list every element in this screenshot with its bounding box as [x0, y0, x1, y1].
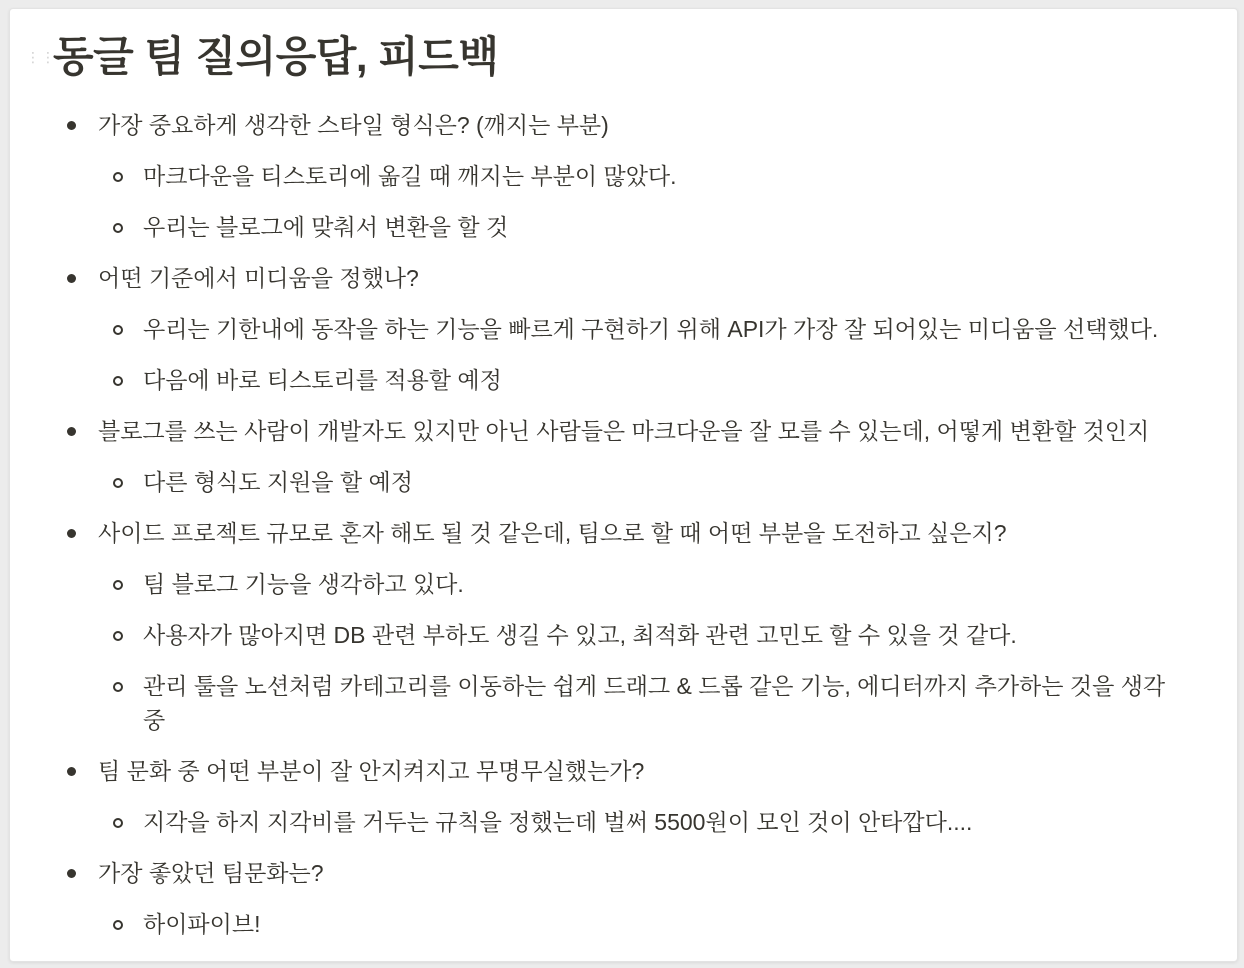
bullet-circle-icon [113, 325, 123, 335]
list-item-text: 블로그를 쓰는 사람이 개발자도 있지만 아닌 사람들은 마크다운을 잘 모를 수 있는데, 어떻게 변환할 것인지 [98, 418, 1150, 444]
bullet-circle-icon [113, 920, 123, 930]
bullet-disc-icon [67, 529, 76, 538]
list-item[interactable] [10, 899, 1183, 950]
list-item-text: 어떤 기준에서 미디움을 정했나? [98, 265, 419, 291]
bullet-circle-icon [113, 223, 123, 233]
list-item[interactable] [10, 559, 1183, 610]
list-item[interactable] [10, 848, 1237, 899]
document-page [9, 8, 1238, 962]
drag-handle-icon[interactable]: ⋮⋮ [26, 49, 56, 65]
list-item-text: 사용자가 많아지면 DB 관련 부하도 생길 수 있고, 최적화 관련 고민도 할 수 있을 것 같다. [143, 622, 1017, 648]
bullet-circle-icon [113, 172, 123, 182]
list-item[interactable] [10, 202, 1183, 253]
list-item[interactable] [10, 253, 1237, 304]
list-item-text: 가장 중요하게 생각한 스타일 형식은? (깨지는 부분) [98, 112, 609, 138]
bullet-circle-icon [113, 478, 123, 488]
bullet-circle-icon [113, 682, 123, 692]
list-item-text: 다음에 바로 티스토리를 적용할 예정 [143, 367, 502, 393]
list-item[interactable] [10, 508, 1237, 559]
bullet-disc-icon [67, 427, 76, 436]
list-item[interactable] [10, 304, 1183, 355]
bulleted-list [10, 100, 1237, 950]
list-item-text: 우리는 블로그에 맞춰서 변환을 할 것 [143, 214, 509, 240]
list-item-text: 마크다운을 티스토리에 옮길 때 깨지는 부분이 많았다. [143, 163, 677, 189]
list-item[interactable] [10, 151, 1183, 202]
bullet-disc-icon [67, 121, 76, 130]
list-item-text: 사이드 프로젝트 규모로 혼자 해도 될 것 같은데, 팀으로 할 때 어떤 부분을 도전하고 싶은지? [98, 520, 1007, 546]
page-title[interactable]: 동글 팀 질의응답, 피드백 [53, 33, 499, 80]
bullet-disc-icon [67, 767, 76, 776]
list-item-text: 하이파이브! [143, 911, 261, 937]
list-item[interactable] [10, 100, 1237, 151]
list-item[interactable] [10, 610, 1183, 661]
list-item[interactable] [10, 797, 1183, 848]
bullet-circle-icon [113, 376, 123, 386]
list-item-text: 팀 문화 중 어떤 부분이 잘 안지켜지고 무명무실했는가? [98, 758, 645, 784]
list-item-text: 지각을 하지 지각비를 거두는 규칙을 정했는데 벌써 5500원이 모인 것이 안타깝다.... [143, 809, 973, 835]
list-item-text: 가장 좋았던 팀문화는? [98, 860, 324, 886]
list-item[interactable] [10, 746, 1237, 797]
bullet-circle-icon [113, 580, 123, 590]
list-item-text: 팀 블로그 기능을 생각하고 있다. [143, 571, 464, 597]
list-item[interactable] [10, 355, 1183, 406]
list-item[interactable] [10, 457, 1183, 508]
bullet-circle-icon [113, 631, 123, 641]
list-item-text: 다른 형식도 지원을 할 예정 [143, 469, 413, 495]
list-item-text: 관리 툴을 노션처럼 카테고리를 이동하는 쉽게 드래그 & 드롭 같은 기능, 에디터까지 추가하는 것을 생각중 [143, 673, 1166, 733]
bullet-disc-icon [67, 274, 76, 283]
list-item-text: 우리는 기한내에 동작을 하는 기능을 빠르게 구현하기 위해 API가 가장 잘 되어있는 미디움을 선택했다. [143, 316, 1159, 342]
bullet-disc-icon [67, 869, 76, 878]
list-item[interactable] [10, 406, 1237, 457]
list-item[interactable] [10, 661, 1183, 746]
bullet-circle-icon [113, 818, 123, 828]
